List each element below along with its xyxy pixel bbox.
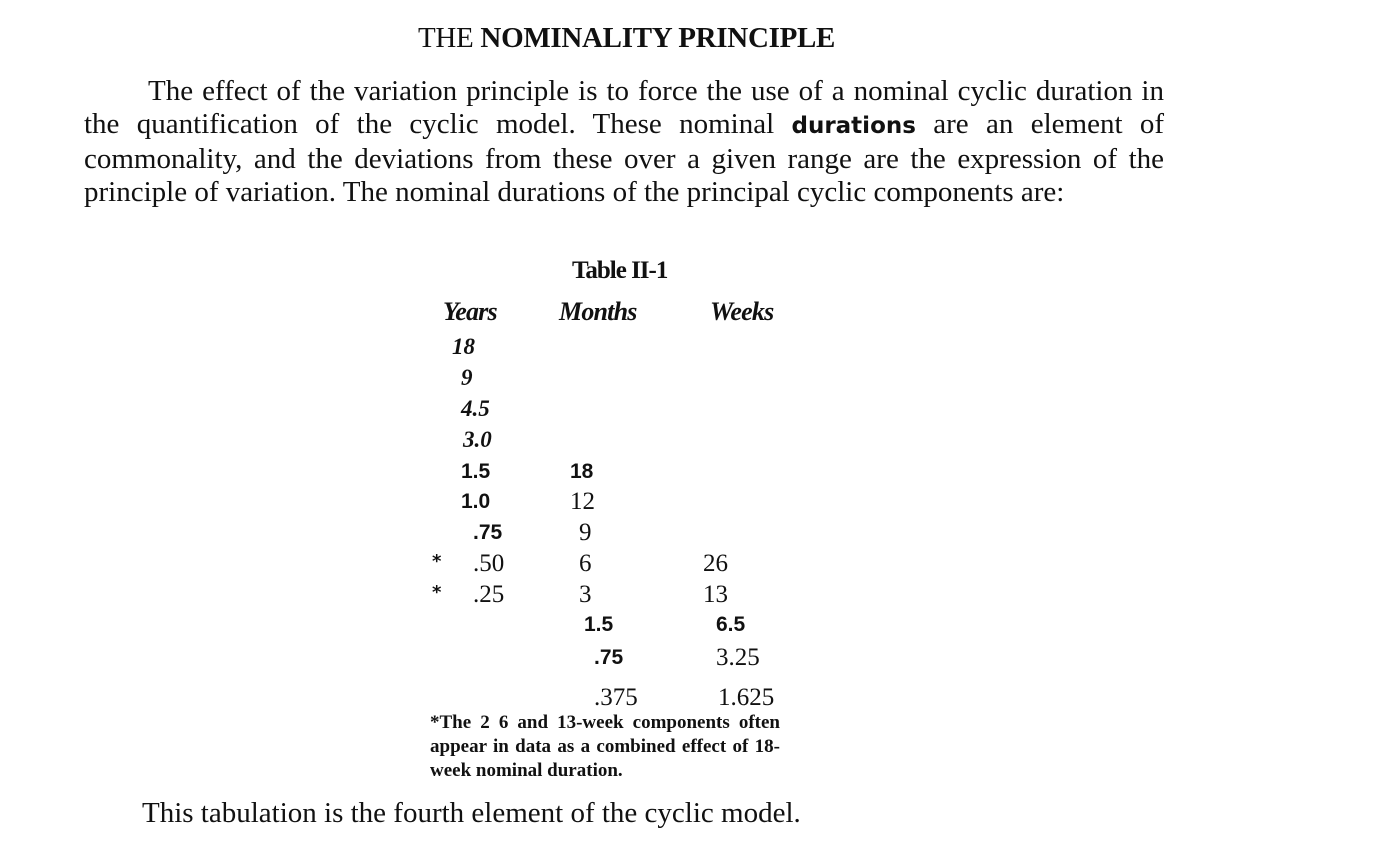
table-cell-years: 3.0: [463, 427, 492, 452]
column-header-months: Months: [559, 297, 637, 326]
table-cell-weeks: 3.25: [716, 644, 760, 671]
closing-sentence: This tabulation is the fourth element of the cyclic model.: [142, 797, 801, 829]
table-cell-months: 12: [570, 488, 595, 515]
table-cell-years: 1.5: [461, 460, 491, 483]
intro-paragraph: [84, 75, 1164, 209]
paragraph-text-2: are an element of commonality, and the deviations from these over a given range are the expression of the principle of variation. The nominal durations of the principal cyclic components are:: [84, 108, 1164, 208]
footnote-marker: *: [432, 551, 442, 572]
footnote-marker: *: [432, 582, 442, 603]
column-header-years: Years: [443, 297, 497, 326]
table-cell-weeks: 6.5: [716, 613, 746, 636]
table-cell-weeks: 1.625: [718, 684, 775, 711]
table-cell-months: 9: [579, 519, 592, 546]
table-caption: Table II-1: [572, 257, 668, 284]
table-cell-years: 9: [461, 365, 473, 390]
column-header-weeks: Weeks: [710, 297, 774, 326]
table-cell-weeks: 13: [703, 581, 728, 608]
table-cell-years: 4.5: [461, 396, 490, 421]
table-cell-years: 18: [452, 334, 475, 359]
table-cell-weeks: 26: [703, 550, 728, 577]
heading-prefix: THE: [418, 22, 481, 54]
table-cell-months: .375: [594, 684, 638, 711]
table-footnote: *The 2 6 and 13-week components often appear in data as a combined effect of 18-week nominal duration.: [430, 712, 780, 781]
table-cell-months: .75: [594, 646, 624, 669]
table-cell-months: 1.5: [584, 613, 614, 636]
table-cell-years: .25: [473, 581, 505, 608]
heading-bold: NOMINALITY PRINCIPLE: [480, 22, 836, 54]
paragraph-bold-word: durations: [791, 113, 916, 139]
section-heading: [418, 22, 835, 55]
table-cell-months: 6: [579, 550, 592, 577]
table-cell-months: 18: [570, 460, 594, 483]
table-cell-years: .75: [473, 521, 503, 544]
paragraph-text-1: The effect of the variation principle is to force the use of a nominal cyclic duration in the quantification of the cyclic model. These nominal: [84, 75, 1164, 140]
table-cell-years: 1.0: [461, 490, 491, 513]
table-cell-months: 3: [579, 581, 592, 608]
table-cell-years: .50: [473, 550, 505, 577]
